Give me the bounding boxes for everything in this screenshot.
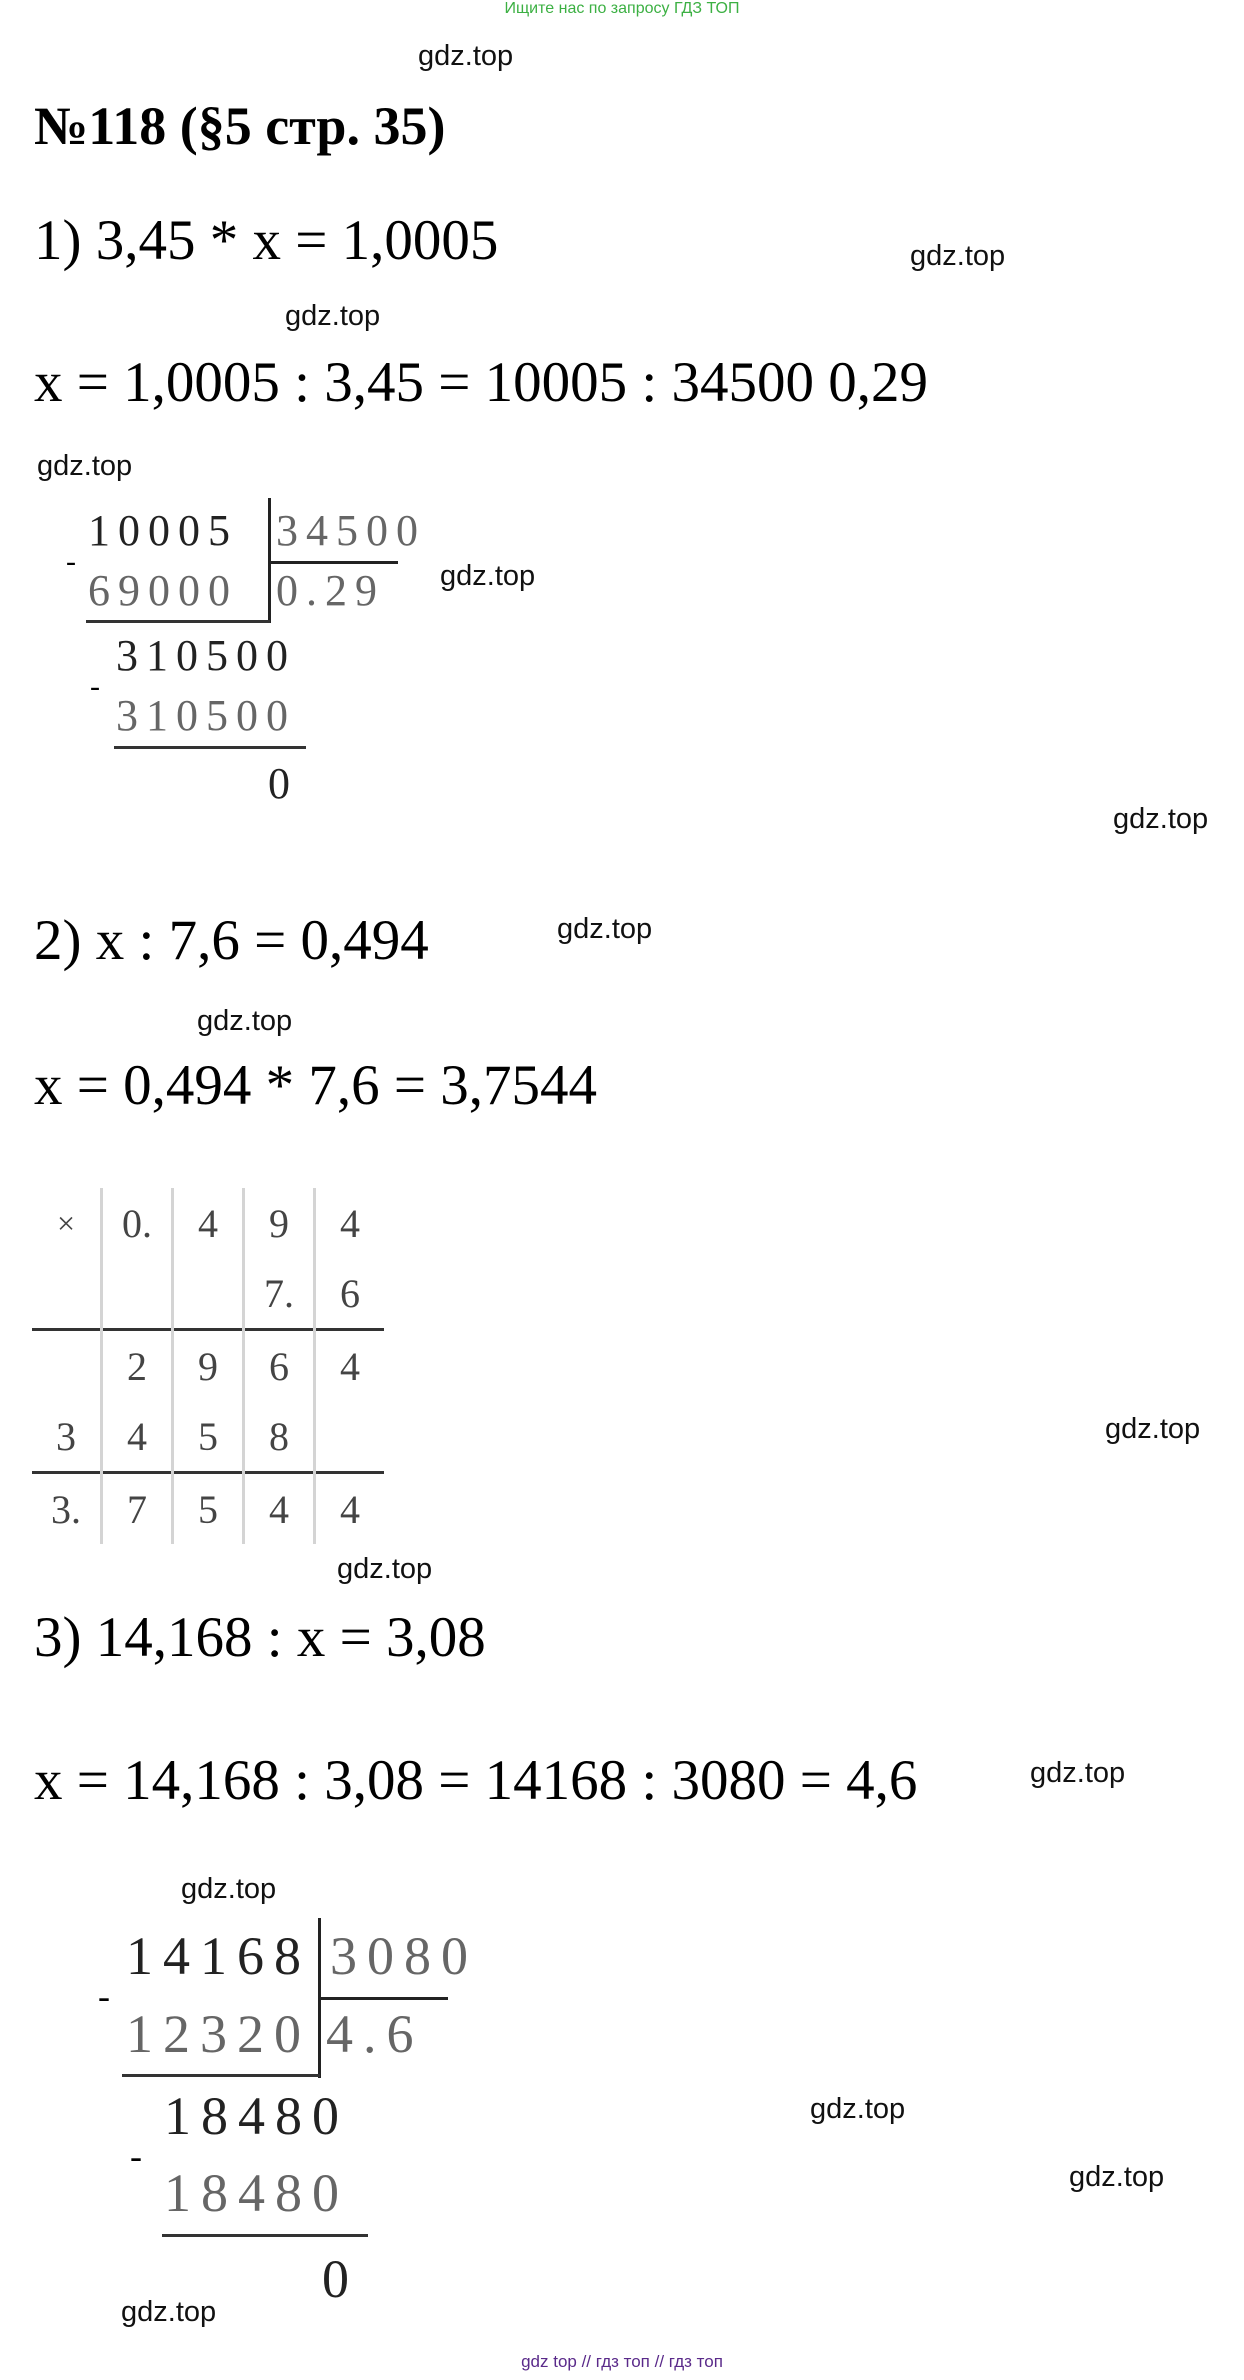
watermark: gdz.top — [440, 560, 536, 592]
mult-cell: 4 — [102, 1401, 173, 1473]
divisor: 3080 — [330, 1926, 478, 1986]
quotient: 4.6 — [326, 2004, 424, 2064]
top-banner[interactable]: Ищите нас по запросу ГДЗ ТОП — [504, 0, 740, 17]
mult-cell: 6 — [244, 1330, 315, 1402]
remainder-1: 18480 — [164, 2086, 349, 2146]
mult-cell: 0. — [102, 1188, 173, 1258]
watermark: gdz.top — [197, 1005, 293, 1037]
minus-sign: - — [98, 1976, 110, 2016]
division-underline — [162, 2234, 368, 2237]
mult-cell — [32, 1258, 102, 1330]
subtrahend-2: 18480 — [164, 2163, 349, 2223]
subtrahend-2: 310500 — [116, 691, 296, 740]
mult-cell — [315, 1401, 385, 1473]
mult-cell: 4 — [315, 1473, 385, 1545]
quotient: 0.29 — [276, 566, 385, 615]
subtrahend-1: 69000 — [88, 566, 238, 615]
mult-cell: 6 — [315, 1258, 385, 1330]
watermark: gdz.top — [910, 240, 1006, 272]
part1-solution: x = 1,0005 : 3,45 = 10005 : 34500 0,29 — [34, 351, 928, 414]
division-underline — [114, 746, 306, 749]
watermark: gdz.top — [557, 913, 653, 945]
mult-cell: 4 — [315, 1188, 385, 1258]
mult-cell: 3. — [32, 1473, 102, 1545]
division-underline — [86, 620, 270, 623]
mult-cell — [102, 1258, 173, 1330]
mult-cell: 9 — [173, 1330, 244, 1402]
minus-sign: - — [66, 545, 76, 578]
watermark: gdz.top — [37, 450, 133, 482]
mult-cell — [173, 1258, 244, 1330]
multiplication-table — [32, 1188, 384, 1544]
watermark: gdz.top — [337, 1553, 433, 1585]
mult-cell: 7 — [102, 1473, 173, 1545]
part3-equation: 3) 14,168 : x = 3,08 — [34, 1606, 486, 1669]
mult-cell: 2 — [102, 1330, 173, 1402]
watermark: gdz.top — [1113, 803, 1209, 835]
watermark: gdz.top — [121, 2296, 217, 2328]
footer-links[interactable]: gdz top // гдз топ // гдз топ — [521, 2352, 723, 2371]
part2-equation: 2) x : 7,6 = 0,494 — [34, 909, 429, 972]
division-bar-horizontal — [320, 1997, 448, 2000]
part1-equation: 1) 3,45 * x = 1,0005 — [34, 209, 499, 272]
watermark: gdz.top — [181, 1873, 277, 1905]
mult-cell: 4 — [173, 1188, 244, 1258]
minus-sign: - — [130, 2136, 142, 2176]
part2-solution: x = 0,494 * 7,6 = 3,7544 — [34, 1054, 598, 1117]
remainder-1: 310500 — [116, 631, 296, 680]
division-underline — [122, 2074, 320, 2077]
mult-cell: 8 — [244, 1401, 315, 1473]
mult-cell: 5 — [173, 1401, 244, 1473]
final-remainder: 0 — [322, 2249, 357, 2309]
mult-cell: 3 — [56, 1413, 76, 1459]
mult-cell: 4 — [244, 1473, 315, 1545]
divisor: 34500 — [276, 506, 426, 555]
page-title: №118 (§5 стр. 35) — [34, 96, 446, 156]
watermark: gdz.top — [418, 40, 514, 72]
mult-cell: 4 — [315, 1330, 385, 1402]
part3-solution: x = 14,168 : 3,08 = 14168 : 3080 = 4,6 — [34, 1749, 918, 1812]
mult-cell: 5 — [173, 1473, 244, 1545]
mult-sign: × — [56, 1204, 76, 1241]
subtrahend-1: 12320 — [126, 2004, 311, 2064]
dividend: 14168 — [126, 1926, 311, 1986]
mult-cell — [32, 1330, 102, 1402]
watermark: gdz.top — [810, 2093, 906, 2125]
watermark: gdz.top — [1069, 2161, 1165, 2193]
dividend: 10005 — [88, 506, 238, 555]
mult-cell: 9 — [244, 1188, 315, 1258]
final-remainder: 0 — [268, 759, 298, 808]
watermark: gdz.top — [1030, 1757, 1126, 1789]
watermark: gdz.top — [285, 300, 381, 332]
minus-sign: - — [90, 670, 100, 703]
mult-cell: 7. — [244, 1258, 315, 1330]
division-bar-horizontal — [270, 561, 398, 564]
watermark: gdz.top — [1105, 1413, 1201, 1445]
